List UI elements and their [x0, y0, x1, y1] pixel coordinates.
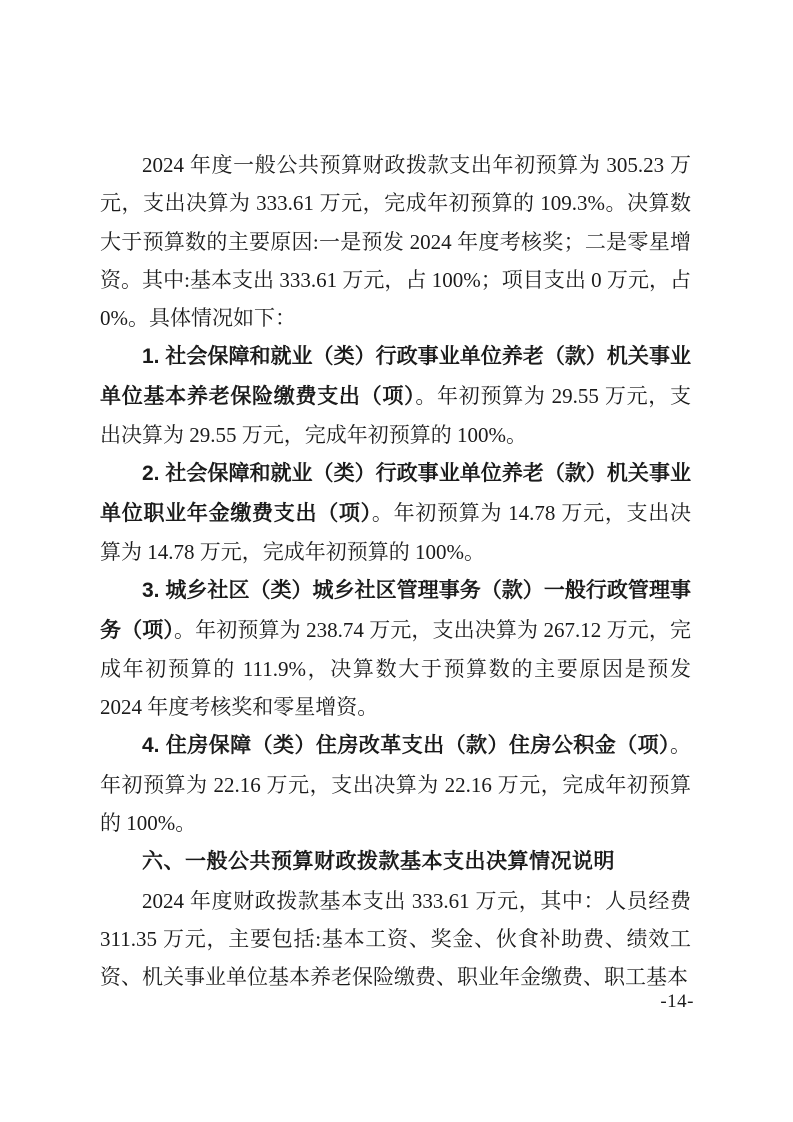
paragraph: [100, 571, 691, 726]
paragraph: [100, 146, 691, 337]
document-body: [100, 146, 691, 997]
paragraph-run: 3. 城乡社区（类）城乡社区管理事务（款）一般行政管理事务（项）: [100, 579, 691, 642]
section-heading: [100, 842, 691, 881]
paragraph-run: 2024 年度财政拨款基本支出 333.61 万元，其中：人员经费 311.35 万元，主要包括:基本工资、奖金、伙食补助费、绩效工资、机关事业单位基本养老保险缴费、职业年金缴费、职工基本: [100, 888, 691, 990]
paragraph: [100, 454, 691, 571]
paragraph: [100, 337, 691, 454]
paragraph-run: 。年初预算为 238.74 万元，支出决算为 267.12 万元，完成年初预算的 111.9%，决算数大于预算数的主要原因是预发 2024 年度考核奖和零星增资。: [100, 617, 692, 720]
paragraph: [100, 882, 691, 997]
paragraph: [100, 726, 691, 842]
paragraph-run: 4. 住房保障（类）住房改革支出（款）住房公积金（项）: [142, 734, 670, 758]
paragraph-run: 2. 社会保障和就业（类）行政事业单位养老（款）机关事业单位职业年金缴费支出（项）: [100, 462, 691, 525]
paragraph-run: 。年初预算为 22.16 万元，支出决算为 22.16 万元，完成年初预算的 100%。: [100, 733, 691, 836]
paragraph-run: 2024 年度一般公共预算财政拨款支出年初预算为 305.23 万元，支出决算为 333.61 万元，完成年初预算的 109.3%。决算数大于预算数的主要原因:一是预发 2024 年度考核奖；二是零星增资。其中:基本支出 333.61 万元，占 100%；项目支出 0 万元，占 0%。具体情况如下：: [100, 153, 691, 331]
paragraph-run: 。年初预算为 29.55 万元，支出决算为 29.55 万元，完成年初预算的 100%。: [100, 383, 692, 448]
page-number: -14-: [660, 991, 694, 1012]
paragraph-run: 六、一般公共预算财政拨款基本支出决算情况说明: [142, 850, 615, 874]
paragraph-run: 。年初预算为 14.78 万元，支出决算为 14.78 万元，完成年初预算的 100%。: [100, 500, 691, 564]
paragraph-run: 1. 社会保障和就业（类）行政事业单位养老（款）机关事业单位基本养老保险缴费支出（项）: [100, 345, 691, 408]
